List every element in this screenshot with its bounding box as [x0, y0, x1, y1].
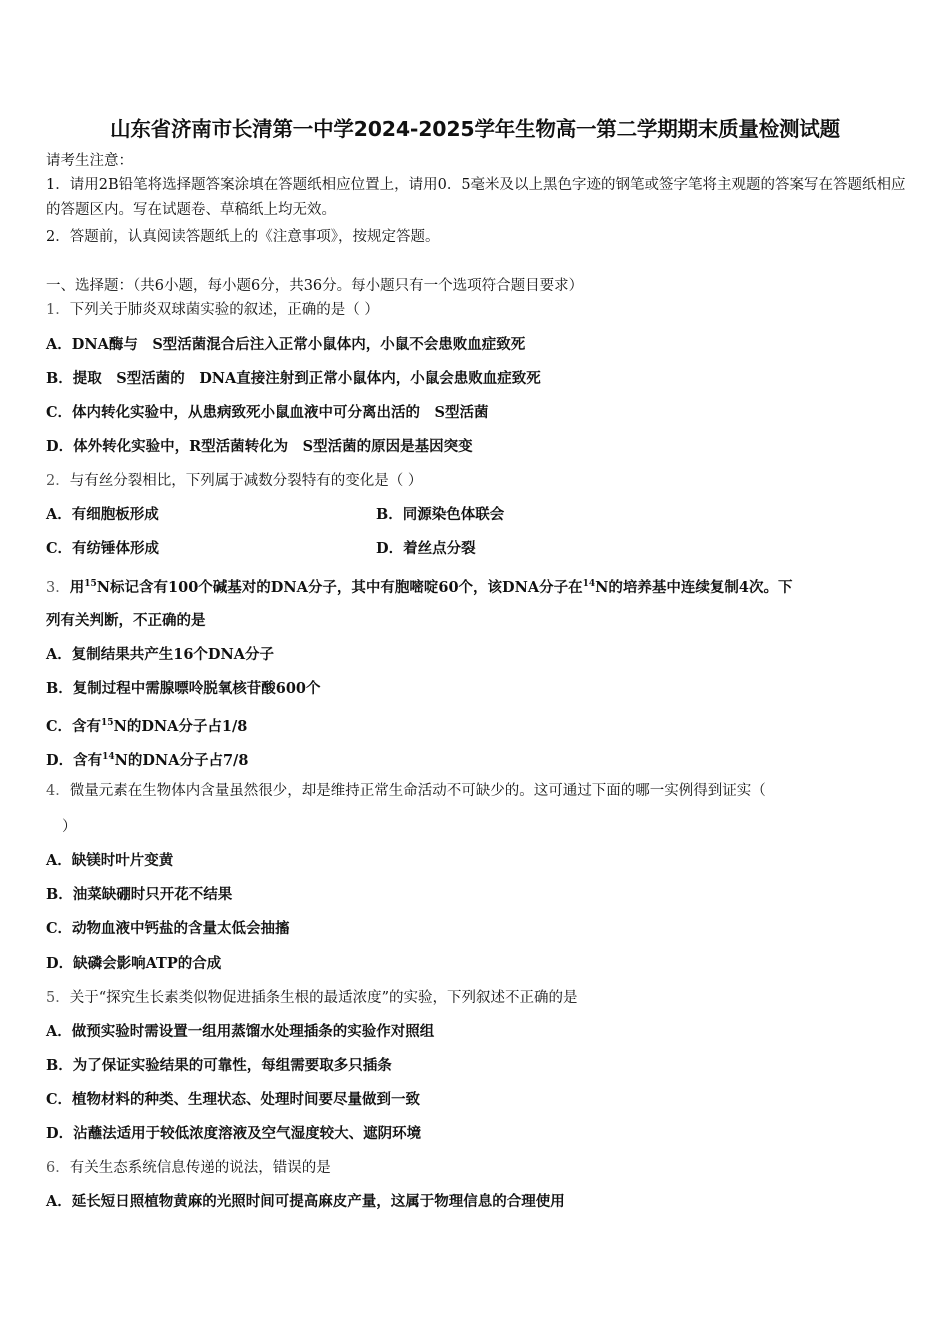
q2-option-c: C．有纺锤体形成 [46, 540, 160, 557]
q4-option-b: B．油菜缺硼时只开花不结果 [46, 886, 233, 903]
question-6-stem [46, 1158, 331, 1178]
question-number: 4． [46, 783, 70, 799]
isotope-superscript: 15 [101, 718, 114, 728]
option-text: N的DNA分子占1/8 [113, 718, 248, 735]
q3-option-a: A．复制结果共产生16个DNA分子 [46, 646, 275, 663]
question-text: N的培养基中连续复制4次。下 [595, 579, 793, 596]
q5-option-b: B．为了保证实验结果的可靠性，每组需要取多只插条 [46, 1057, 392, 1074]
question-3-stem [46, 574, 793, 598]
q3-option-c [46, 713, 247, 737]
question-2-stem [46, 471, 422, 491]
question-5-stem [46, 988, 578, 1008]
question-number: 6． [46, 1160, 70, 1176]
question-text: 有关生态系统信息传递的说法，错误的是 [69, 1160, 331, 1176]
question-number: 1． [46, 302, 70, 318]
q1-option-b: B．提取 S型活菌的 DNA直接注射到正常小鼠体内，小鼠会患败血症致死 [46, 370, 541, 387]
isotope-superscript: 14 [582, 579, 596, 589]
section-heading: 一、选择题：（共6小题，每小题6分，共36分。每小题只有一个选项符合题目要求） [46, 278, 584, 294]
question-3-stem-cont: 列有关判断，不正确的是 [46, 612, 206, 629]
question-4-stem [46, 781, 766, 801]
q1-option-a: A．DNA酶与 S型活菌混合后注入正常小鼠体内，小鼠不会患败血症致死 [46, 336, 526, 353]
page-title: 山东省济南市长清第一中学2024-2025学年生物高一第二学期期末质量检测试题 [110, 117, 840, 141]
q4-option-a: A．缺镁时叶片变黄 [46, 852, 174, 869]
notice-heading: 请考生注意： [46, 153, 133, 169]
q5-option-c: C．植物材料的种类、生理状态、处理时间要尽量做到一致 [46, 1091, 421, 1108]
question-text: 用 [69, 579, 85, 596]
q2-option-a: A．有细胞板形成 [46, 506, 159, 523]
q2-option-b: B．同源染色体联会 [376, 506, 505, 523]
q1-option-d: D．体外转化实验中，R型活菌转化为 S型活菌的原因是基因突变 [46, 438, 473, 455]
question-4-stem-end: ） [62, 819, 77, 835]
question-text: 与有丝分裂相比，下列属于减数分裂特有的变化是（ ） [69, 473, 423, 489]
question-text: N标记含有100个碱基对的DNA分子，其中有胞嘧啶60个，该DNA分子在 [96, 579, 583, 596]
question-1-stem [46, 300, 379, 320]
question-number: 2． [46, 473, 70, 489]
q3-option-b: B．复制过程中需腺嘌呤脱氧核苷酸600个 [46, 680, 321, 697]
q2-option-d: D．着丝点分裂 [376, 540, 476, 557]
option-text: C．含有 [46, 718, 102, 735]
q4-option-c: C．动物血液中钙盐的含量太低会抽搐 [46, 920, 290, 937]
question-text: 关于“探究生长素类似物促进插条生根的最适浓度”的实验，下列叙述不正确的是 [69, 990, 578, 1006]
option-text: D．含有 [46, 752, 103, 769]
question-text: 微量元素在生物体内含量虽然很少，却是维持正常生命活动不可缺少的。这可通过下面的哪一实例得到证实（ [69, 783, 766, 799]
option-text: N的DNA分子占7/8 [114, 752, 249, 769]
q3-option-d [46, 747, 248, 771]
q4-option-d: D．缺磷会影响ATP的合成 [46, 955, 222, 972]
q5-option-d: D．沾蘸法适用于较低浓度溶液及空气湿度较大、遮阴环境 [46, 1125, 422, 1142]
q1-option-c: C．体内转化实验中，从患病致死小鼠血液中可分离出活的 S型活菌 [46, 404, 489, 421]
question-number: 3． [46, 580, 70, 596]
question-number: 5． [46, 990, 70, 1006]
q6-option-a: A．延长短日照植物黄麻的光照时间可提高麻皮产量，这属于物理信息的合理使用 [46, 1193, 565, 1210]
isotope-superscript: 14 [102, 752, 115, 762]
question-text: 下列关于肺炎双球菌实验的叙述，正确的是（ ） [69, 302, 379, 318]
q5-option-a: A．做预实验时需设置一组用蒸馏水处理插条的实验作对照组 [46, 1023, 435, 1040]
notice-item-1: 1．请用2B铅笔将选择题答案涂填在答题纸相应位置上，请用0．5毫米及以上黑色字迹的钢笔或签字笔将主观题的答案写在答题纸相应的答题区内。写在试题卷、草稿纸上均无效。 [46, 177, 906, 218]
notice-item-2: 2．答题前，认真阅读答题纸上的《注意事项》，按规定答题。 [46, 229, 440, 245]
isotope-superscript: 15 [84, 579, 97, 589]
